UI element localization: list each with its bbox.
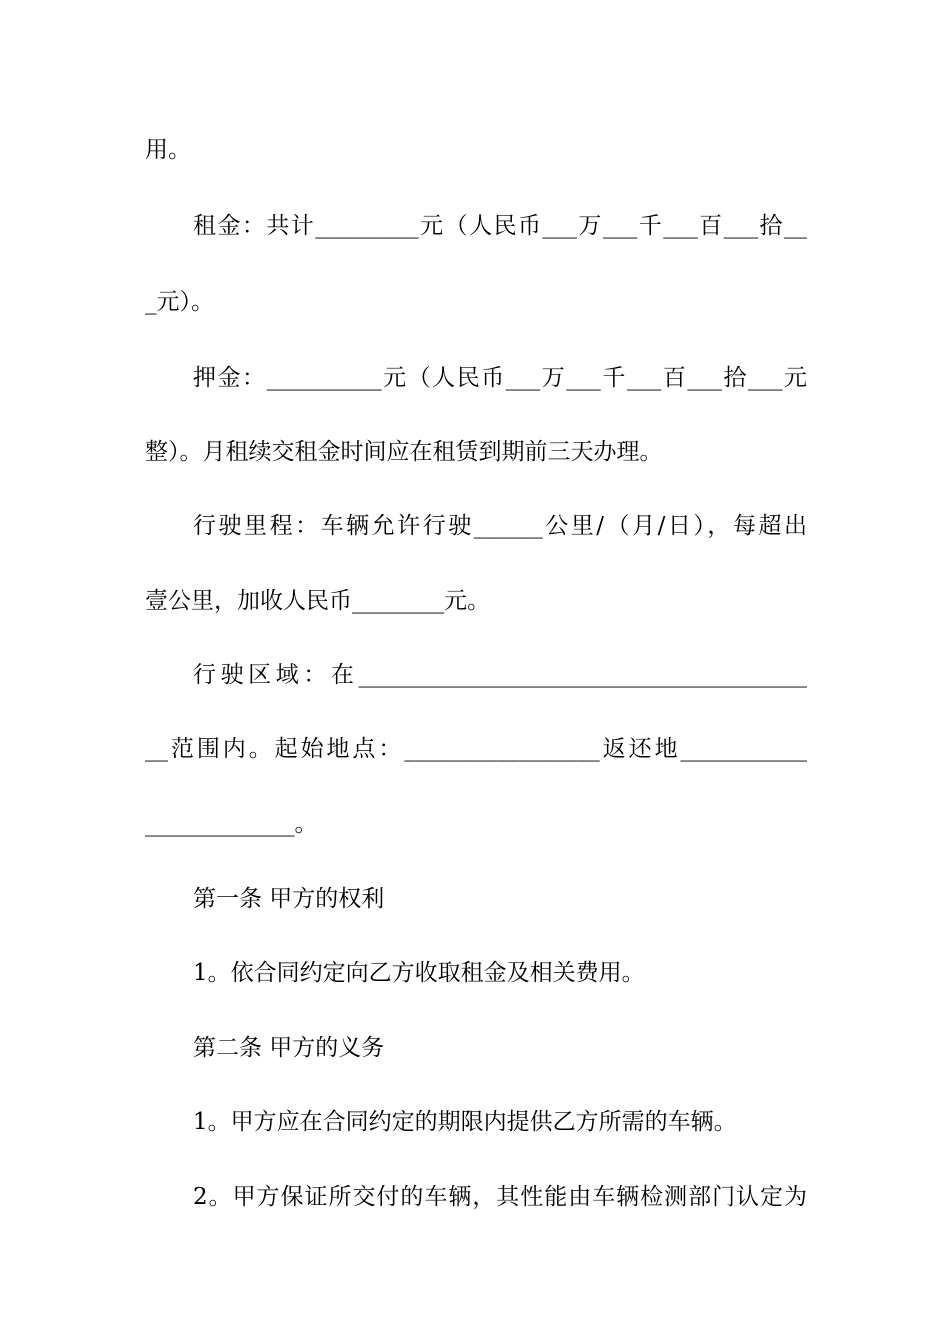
deposit-line: 押金：__________元（人民币___万___千___百___拾___元 bbox=[193, 365, 807, 391]
text-line: 壹公里，加收人民币________元。 bbox=[145, 588, 490, 614]
text-line: 整）。月租续交租金时间应在租赁到期前三天办理。 bbox=[145, 439, 663, 465]
article-heading-1: 第一条 甲方的权利 bbox=[193, 886, 385, 912]
mileage-line: 行驶里程：车辆允许行驶______公里/（月/日），每超出 bbox=[193, 513, 807, 539]
rent-line: 租金：共计_________元（人民币___万___千___百___拾__ bbox=[193, 213, 807, 239]
location-line: __范围内。起始地点：_________________返还地___________ bbox=[145, 736, 807, 762]
text-line: _____________。 bbox=[145, 811, 318, 837]
clause-line: 1。依合同约定向乙方收取租金及相关费用。 bbox=[193, 960, 645, 986]
area-line: 行驶区域：在_______________________________________ bbox=[193, 662, 807, 688]
clause-line: 1。甲方应在合同约定的期限内提供乙方所需的车辆。 bbox=[193, 1109, 737, 1135]
text-line: 用。 bbox=[145, 137, 191, 163]
clause-line: 2。甲方保证所交付的车辆，其性能由车辆检测部门认定为 bbox=[193, 1184, 807, 1210]
text-line: _元）。 bbox=[145, 289, 214, 315]
article-heading-2: 第二条 甲方的义务 bbox=[193, 1035, 385, 1061]
